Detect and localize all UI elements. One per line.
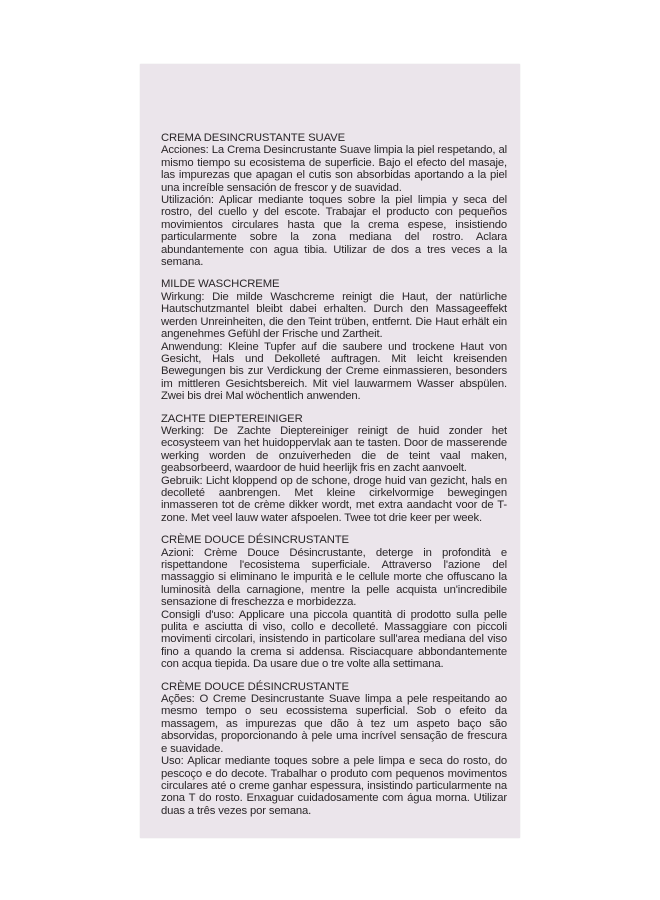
section-italian <box>161 534 507 670</box>
section-actions-paragraph: Azioni: Crème Douce Désincrustante, deterge in profondità e rispettandone l'ecosistema superficiale. Attraverso l'azione del massaggio si eliminano le impurità e le cellule morte che offuscano la luminosità della carnagione, mentre la pelle acquista un'incredibile sensazione di freschezza e morbidezza. <box>161 546 507 609</box>
section-usage-paragraph: Utilización: Aplicar mediante toques sobre la piel limpia y seca del rostro, del cuello y del escote. Trabajar el producto con pequeños movimientos circulares hasta que la crema espese, insistiendo particularmente sobre la zona mediana del rostro. Aclara abundantemente con agua tibia. Utilizar de dos a tres veces a la semana. <box>161 194 507 269</box>
section-actions-paragraph: Werking: De Zachte Dieptereiniger reinigt de huid zonder het ecosysteem van het huidoppervlak aan te tasten. Door de masserende werking worden de onzuiverheden die de teint vaal maken, geabsorbeerd, waardoor de huid heerlijk fris en zacht aanvoelt. <box>161 424 507 475</box>
section-usage-paragraph: Uso: Aplicar mediante toques sobre a pele limpa e seca do rosto, do pescoço e do decote. Trabalhar o produto com pequenos movimentos circulares até o creme ganhar espessura, insistindo particularmente na zona T do rosto. Enxaguar cuidadosamente com água morna. Utilizar duas a três vezes por semana. <box>161 755 507 817</box>
section-title: ZACHTE DIEPTEREINIGER <box>161 412 303 425</box>
section-title: CREMA DESINCRUSTANTE SUAVE <box>161 132 346 144</box>
section-usage-paragraph: Anwendung: Kleine Tupfer auf die saubere und trockene Haut von Gesicht, Hals und Dekolleté auftragen. Mit leicht kreisenden Bewegungen bis zur Verdickung der Creme einmassieren, besonders im mittleren Gesichtsbereich. Mit viel lauwarmem Wasser abspülen. Zwei bis drei Mal wöchentlich anwenden. <box>161 340 507 403</box>
section-dutch <box>161 413 507 525</box>
section-actions-paragraph: Wirkung: Die milde Waschcreme reinigt die Haut, der natürliche Hautschutzmantel bleibt dabei erhalten. Durch den Massageeffekt werden Unreinheiten, die den Teint trüben, entfernt. Die Haut erhält ein angenehmes Gefühl der Frische und Zartheit. <box>161 290 507 341</box>
section-german <box>161 278 507 402</box>
section-spanish <box>161 132 507 268</box>
section-title: CRÈME DOUCE DÉSINCRUSTANTE <box>161 680 349 693</box>
section-title: CRÈME DOUCE DÉSINCRUSTANTE <box>161 534 349 547</box>
section-actions-paragraph: Acciones: La Crema Desincrustante Suave limpia la piel respetando, al mismo tiempo su ecosistema de superficie. Bajo el efecto del masaje, las impurezas que apagan el cutis son absorbidas aportando a la piel una increíble sensación de frescor y de suavidad. <box>161 144 507 194</box>
product-box-panel <box>140 64 520 838</box>
product-instructions <box>161 132 507 827</box>
section-actions-paragraph: Ações: O Creme Desincrustante Suave limpa a pele respeitando ao mesmo tempo o seu ecossistema superficial. Sob o efeito da massagem, as impurezas que dão à tez um aspeto baço são absorvidas, proporcionando à pele uma incrível sensação de frescura e suavidade. <box>161 693 507 755</box>
section-usage-paragraph: Consigli d'uso: Applicare una piccola quantità di prodotto sulla pelle pulita e asciutta di viso, collo e decolleté. Massaggiare con piccoli movimenti circolari, insistendo in particolare sull'area mediana del viso fino a quando la crema si addensa. Risciacquare abbondantemente con acqua tiepida. Da usare due o tre volte alla settimana. <box>161 608 507 671</box>
section-portuguese <box>161 681 507 817</box>
section-title: MILDE WASCHCREME <box>161 278 280 291</box>
section-usage-paragraph: Gebruik: Licht kloppend op de schone, droge huid van gezicht, hals en decolleté aanbrengen. Met kleine cirkelvormige bewegingen inmasseren tot de crème dikker wordt, met extra aandacht voor de T-zone. Met veel lauw water afspoelen. Twee tot drie keer per week. <box>161 474 507 524</box>
